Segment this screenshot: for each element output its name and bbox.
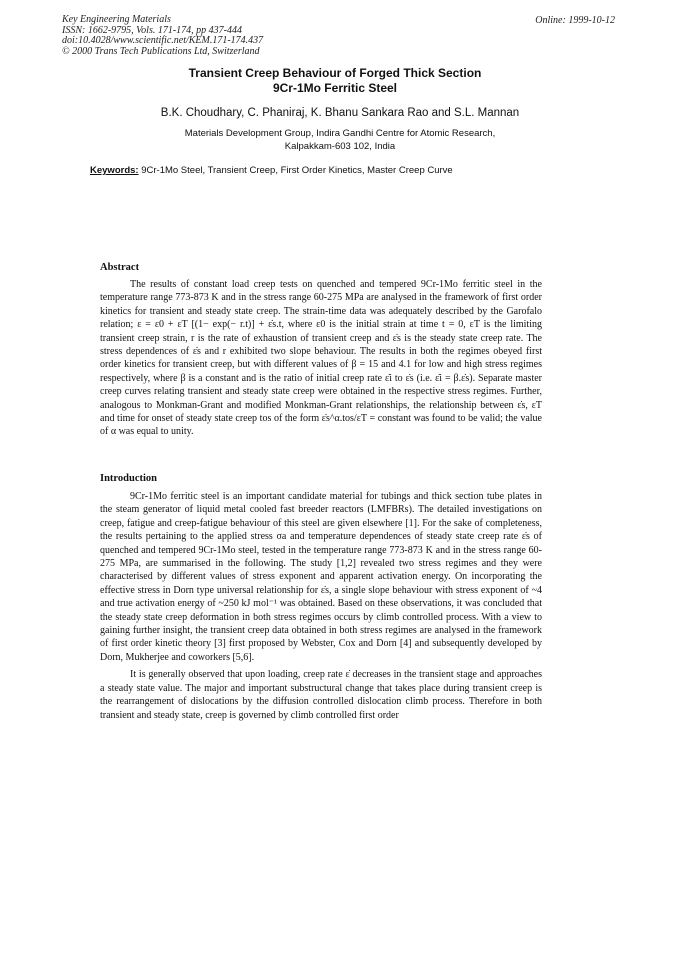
- journal-issn: ISSN: 1662-9795, Vols. 171-174, pp 437-444: [62, 24, 242, 36]
- paper-title: [100, 66, 570, 96]
- abstract-text: The results of constant load creep tests on quenched and tempered 9Cr-1Mo ferritic steel in the temperature range 773-873 K and in the stress range 60-275 MPa are analysed in the framework of first order kinetics for transient and steady state creep. The strain-time data was adequately described by the Garofalo relation; ε = ε0 + εT [(1− exp(− r.t)] + ε̇s.t, where ε0 is the initial strain at time t = 0, εT is the limiting transient creep strain, r is the rate of exhaustion of transient creep and ε̇s is the steady state creep rate. The stress dependences of ε̇s and r exhibited two slope behaviour. The results in both the regimes obeyed first order kinetics for transient creep, but with different values of β = 15 and 4.1 for low and high stress regimes respectively, where β is a constant and is the ratio of initial creep rate ε̇i to ε̇s (i.e. ε̇i = β.ε̇s). Separate master creep curves relating transient and steady state creep were obtained in the respective stress regimes. Further, analogous to Monkman-Grant and modified Monkman-Grant relationships, the relationship between ε̇s, εT and time for onset of steady state creep tos of the form ε̇s^α.tos/εT = constant was found to be valid; the value of α was equal to unity.: [100, 279, 542, 438]
- keywords-list: 9Cr-1Mo Steel, Transient Creep, First Order Kinetics, Master Creep Curve: [141, 165, 453, 176]
- title-line-1: Transient Creep Behaviour of Forged Thick Section: [188, 66, 482, 80]
- abstract-body: [100, 278, 542, 439]
- online-date: Online: 1999-10-12: [535, 15, 615, 26]
- keywords-label: Keywords:: [90, 165, 139, 176]
- affiliation-line-1: Materials Development Group, Indira Gandhi Centre for Atomic Research,: [184, 128, 496, 139]
- affiliation: [100, 127, 580, 153]
- journal-name: Key Engineering Materials: [62, 14, 171, 25]
- introduction-paragraph-1: 9Cr-1Mo ferritic steel is an important candidate material for tubings and thick section tube plates in the steam generator of liquid metal cooled fast breeder reactors (LMFBRs). The detailed investigations on creep, fatigue and creep-fatigue behaviour of this steel are given elsewhere [1]. For the sake of completeness, the results pertaining to the applied stress σa and temperature dependences of steady state creep rate ε̇s of quenched and tempered 9Cr-1Mo steel, tested in the temperature range 773-873 K and in the stress range 60-275 MPa, are summarised in the following. The study [1,2] revealed two stress regimes and they were characterised by different values of stress exponent and apparent activation energy. On incorporating the effective stress in Dorn type universal relationship for ε̇s, a single slope behaviour with stress exponent of ~4 and true activation energy of ~250 kJ mol⁻¹ was obtained. Based on these observations, it was concluded that the steady state creep deformation in both stress regimes occurs by climb controlled process. With a view to gaining further insight, the transient creep data obtained in both stress regimes are analysed in the framework of first order kinetic theory [3] first proposed by Webster, Cox and Dorn [4] and subsequently developed by Dorn, Mukherjee and coworkers [5,6].: [100, 491, 542, 663]
- introduction-heading: Introduction: [100, 473, 157, 484]
- introduction-paragraph-2: It is generally observed that upon loading, creep rate ε̇ decreases in the transient stage and approaches a steady state value. The major and important substructural change that takes place during transient creep is the rearrangement of dislocations by the diffusion controlled dislocation climb process. Therefore in both transient and steady state, creep is governed by climb controlled first order: [100, 669, 542, 721]
- keywords: [90, 165, 610, 176]
- affiliation-line-2: Kalpakkam-603 102, India: [284, 141, 396, 152]
- authors: B.K. Choudhary, C. Phaniraj, K. Bhanu Sankara Rao and S.L. Mannan: [160, 107, 520, 119]
- journal-header: [62, 15, 263, 57]
- journal-copyright: © 2000 Trans Tech Publications Ltd, Switzerland: [62, 45, 260, 57]
- title-line-2: 9Cr-1Mo Ferritic Steel: [272, 81, 398, 95]
- introduction-body: [100, 490, 542, 722]
- abstract-heading: Abstract: [100, 262, 140, 273]
- journal-doi: doi:10.4028/www.scientific.net/KEM.171-174.437: [62, 35, 264, 46]
